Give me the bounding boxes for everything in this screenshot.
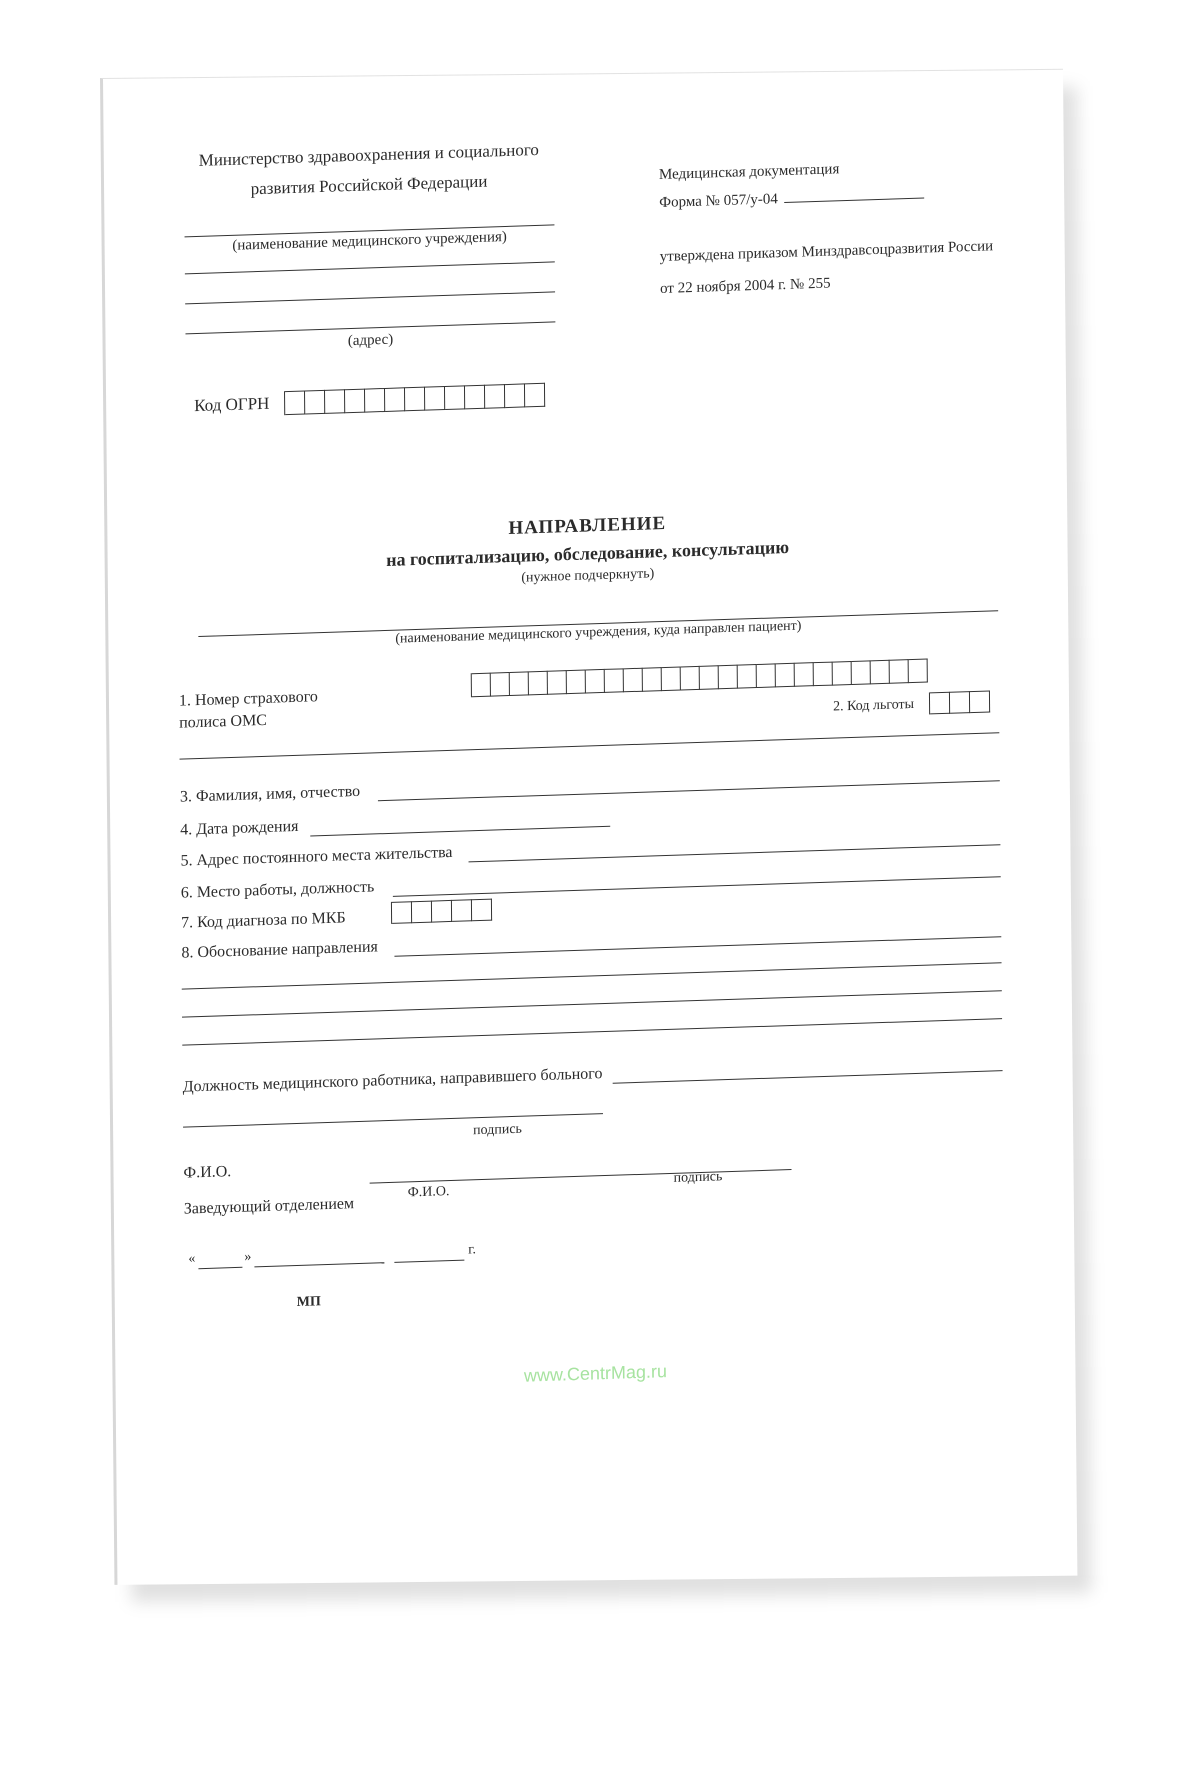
code-cell[interactable] <box>970 690 990 713</box>
code-cell[interactable] <box>930 692 950 715</box>
code-cell[interactable] <box>345 389 365 414</box>
form-number: Форма № 057/у-04 <box>659 191 778 212</box>
document-note: (нужное подчеркнуть) <box>521 566 655 586</box>
code-cell[interactable] <box>681 666 700 691</box>
approval-line-2: от 22 ноября 2004 г. № 255 <box>659 275 831 298</box>
document-sheet <box>100 69 1077 1585</box>
date-year-line[interactable] <box>394 1260 464 1263</box>
ministry-line-2: развития Российской Федерации <box>250 171 488 199</box>
code-cell[interactable] <box>548 670 567 695</box>
reason-line-1[interactable] <box>394 936 1001 957</box>
document-subtitle: на госпитализацию, обследование, консультацию <box>386 536 790 570</box>
address-caption: (адрес) <box>347 331 394 350</box>
workplace-label: 6. Место работы, должность <box>180 878 375 902</box>
ministry-heading <box>184 134 554 206</box>
code-cell[interactable] <box>890 659 909 684</box>
code-cell[interactable] <box>624 668 643 693</box>
policy-number-boxes[interactable] <box>471 658 928 697</box>
policy-label <box>179 685 349 734</box>
reason-label: 8. Обоснование направления <box>181 938 378 962</box>
code-cell[interactable] <box>472 899 492 922</box>
benefit-code-boxes[interactable] <box>929 690 990 714</box>
address-label: 5. Адрес постоянного места жительства <box>180 843 453 870</box>
fio-caption-1: Ф.И.О. <box>183 1163 232 1182</box>
icd-code-boxes[interactable] <box>391 899 492 924</box>
document-title: НАПРАВЛЕНИЕ <box>508 512 667 539</box>
icd-code-label: 7. Код диагноза по МКБ <box>181 909 346 932</box>
code-cell[interactable] <box>662 666 681 691</box>
form-number-line <box>784 183 924 203</box>
code-cell[interactable] <box>833 661 852 686</box>
reason-line-4[interactable] <box>182 1018 1002 1045</box>
birth-date-line[interactable] <box>310 826 610 837</box>
date-quote-close: » <box>244 1249 252 1265</box>
code-cell[interactable] <box>757 663 776 688</box>
year-suffix: г. <box>468 1242 477 1258</box>
form-info <box>659 152 924 217</box>
code-cell[interactable] <box>325 389 345 414</box>
code-cell[interactable] <box>305 390 325 415</box>
ogrn-label: Код ОГРН <box>194 393 270 416</box>
code-cell[interactable] <box>852 660 871 685</box>
reason-line-2[interactable] <box>182 962 1002 989</box>
position-label: Должность медицинского работника, направившего больного <box>182 1065 603 1096</box>
code-cell[interactable] <box>950 691 970 714</box>
position-line[interactable] <box>613 1070 1003 1084</box>
ministry-line-1: Министерство здравоохранения и социального <box>198 139 539 170</box>
code-cell[interactable] <box>909 658 928 683</box>
code-cell[interactable] <box>472 673 491 698</box>
workplace-line[interactable] <box>393 876 1001 897</box>
code-cell[interactable] <box>412 901 432 924</box>
code-cell[interactable] <box>586 669 605 694</box>
code-cell[interactable] <box>776 663 795 688</box>
signature-caption-2: подпись <box>673 1169 723 1186</box>
policy-label-line-1: 1. Номер страхового <box>178 688 318 710</box>
institution-caption: (наименование медицинского учреждения) <box>232 228 507 254</box>
code-cell[interactable] <box>385 387 405 412</box>
institution-line-2 <box>185 261 555 274</box>
code-cell[interactable] <box>432 900 452 923</box>
code-cell[interactable] <box>405 387 425 412</box>
head-label: Заведующий отделением <box>183 1195 355 1218</box>
code-cell[interactable] <box>465 385 485 410</box>
head-line[interactable] <box>370 1169 792 1184</box>
code-cell[interactable] <box>425 386 445 411</box>
signature-caption-1: подпись <box>473 1121 522 1139</box>
code-cell[interactable] <box>392 901 412 924</box>
med-doc-label: Медицинская документация <box>658 161 840 184</box>
code-cell[interactable] <box>700 665 719 690</box>
policy-label-line-2: полиса ОМС <box>179 711 268 732</box>
date-month-line[interactable] <box>254 1262 384 1267</box>
code-cell[interactable] <box>445 385 465 410</box>
code-cell[interactable] <box>567 670 586 695</box>
address-line[interactable] <box>469 844 1001 862</box>
stamp-label: МП <box>296 1294 321 1311</box>
code-cell[interactable] <box>738 664 757 689</box>
form-057 <box>103 69 1077 1585</box>
code-cell[interactable] <box>365 388 385 413</box>
approval-info <box>660 230 994 305</box>
address-line-1 <box>185 291 555 304</box>
code-cell[interactable] <box>795 662 814 687</box>
code-cell[interactable] <box>643 667 662 692</box>
code-cell[interactable] <box>529 671 548 696</box>
approval-line-1: утверждена приказом Минздравсоцразвития России <box>659 238 994 266</box>
code-cell[interactable] <box>505 383 525 408</box>
code-cell[interactable] <box>605 668 624 693</box>
destination-caption: (наименование медицинского учреждения, куда направлен пациент) <box>395 618 802 647</box>
divider-line <box>180 732 1000 759</box>
benefit-code-label: 2. Код льготы <box>833 696 915 715</box>
position-line-2[interactable] <box>183 1113 603 1128</box>
code-cell[interactable] <box>719 665 738 690</box>
full-name-line[interactable] <box>378 780 1000 801</box>
code-cell[interactable] <box>485 384 505 409</box>
birth-date-label: 4. Дата рождения <box>180 817 299 839</box>
date-day-line[interactable] <box>198 1267 242 1269</box>
code-cell[interactable] <box>871 660 890 685</box>
reason-line-3[interactable] <box>182 990 1002 1017</box>
code-cell[interactable] <box>510 671 529 696</box>
code-cell[interactable] <box>525 383 545 408</box>
ogrn-code-boxes[interactable] <box>284 383 545 415</box>
code-cell[interactable] <box>452 899 472 922</box>
full-name-label: 3. Фамилия, имя, отчество <box>179 782 361 806</box>
code-cell[interactable] <box>491 672 510 697</box>
fio-caption-2: Ф.И.О. <box>407 1184 450 1201</box>
watermark: www.CentrMag.ru <box>523 1361 668 1386</box>
code-cell[interactable] <box>814 662 833 687</box>
code-cell[interactable] <box>285 391 305 416</box>
date-quote-open: « <box>188 1251 196 1267</box>
